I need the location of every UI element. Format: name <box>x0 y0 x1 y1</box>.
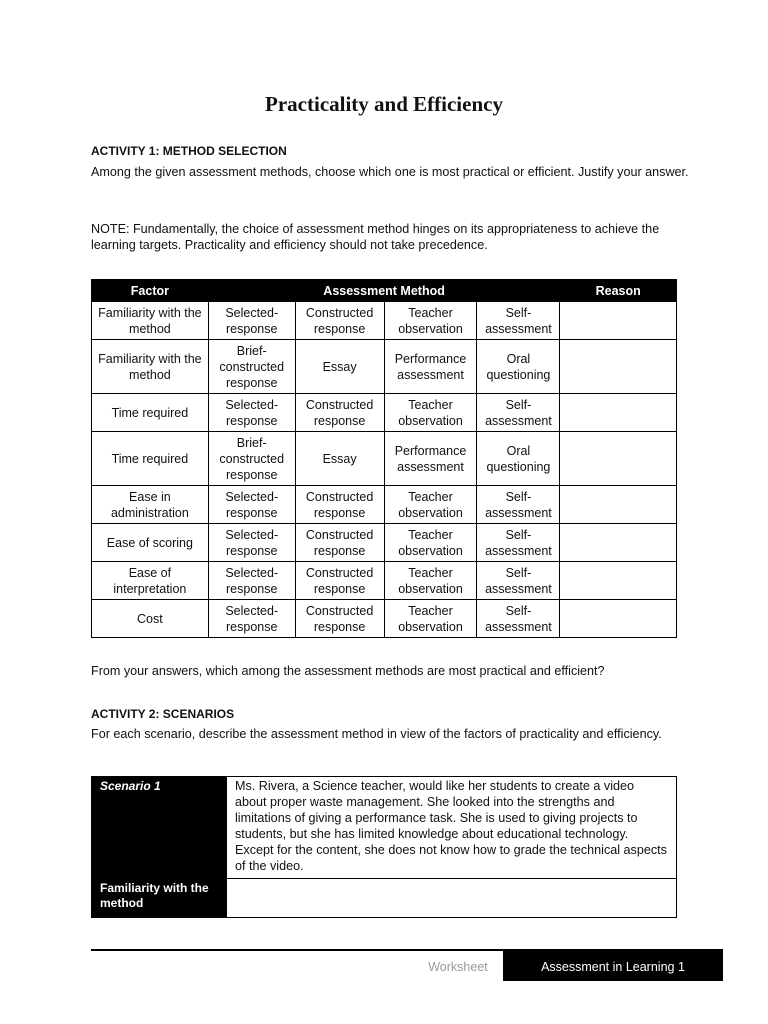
factor-cell: Ease of interpretation <box>92 562 209 600</box>
table-row <box>92 302 677 340</box>
factor-row <box>92 879 677 918</box>
reason-cell[interactable] <box>560 394 677 432</box>
method-cell: Selected-response <box>208 600 295 638</box>
activity2-instructions: For each scenario, describe the assessment method in view of the factors of practicality and efficiency. <box>91 727 662 741</box>
factor-cell: Familiarity with the method <box>92 340 209 394</box>
header-factor: Factor <box>92 280 209 302</box>
method-cell: Teacher observation <box>384 524 477 562</box>
method-cell: Teacher observation <box>384 486 477 524</box>
reason-cell[interactable] <box>560 340 677 394</box>
method-cell: Constructed response <box>295 524 384 562</box>
method-cell: Selected-response <box>208 524 295 562</box>
footer-course-label: Assessment in Learning 1 <box>503 949 723 981</box>
method-cell: Selected-response <box>208 486 295 524</box>
method-cell: Self-assessment <box>477 562 560 600</box>
page-title: Practicality and Efficiency <box>265 92 503 116</box>
factor-cell: Ease in administration <box>92 486 209 524</box>
method-cell: Teacher observation <box>384 394 477 432</box>
method-cell: Teacher observation <box>384 302 477 340</box>
method-cell: Essay <box>295 340 384 394</box>
scenario-label: Scenario 1 <box>92 777 227 879</box>
reason-cell[interactable] <box>560 600 677 638</box>
table-header-row <box>92 280 677 302</box>
factor-answer-cell[interactable] <box>227 879 677 918</box>
activity1-heading: ACTIVITY 1: METHOD SELECTION <box>91 144 287 158</box>
factor-label: Familiarity with the method <box>92 879 227 918</box>
reason-cell[interactable] <box>560 562 677 600</box>
table-row <box>92 524 677 562</box>
factor-cell: Cost <box>92 600 209 638</box>
method-cell: Self-assessment <box>477 302 560 340</box>
header-assessment-method: Assessment Method <box>208 280 560 302</box>
method-cell: Teacher observation <box>384 562 477 600</box>
method-cell: Brief-constructed response <box>208 432 295 486</box>
scenario-row <box>92 777 677 879</box>
activity2-heading: ACTIVITY 2: SCENARIOS <box>91 707 235 721</box>
method-cell: Oral questioning <box>477 340 560 394</box>
factor-cell: Time required <box>92 432 209 486</box>
method-cell: Performance assessment <box>384 340 477 394</box>
method-cell: Performance assessment <box>384 432 477 486</box>
method-cell: Constructed response <box>295 486 384 524</box>
activity1-instructions: Among the given assessment methods, choose which one is most practical or efficient. Justify your answer. <box>91 165 689 179</box>
reason-cell[interactable] <box>560 524 677 562</box>
method-cell: Selected-response <box>208 562 295 600</box>
scenario-text: Ms. Rivera, a Science teacher, would like her students to create a video about proper waste management. She looked into the strengths and limitations of giving a performance task. She is used to giving projects to students, but she has limited knowledge about educational technology. Except for the content, she does not know how to grade the technical aspects of the video. <box>227 777 677 879</box>
activity1-note: NOTE: Fundamentally, the choice of assessment method hinges on its appropriateness to achieve the learning targets. Practicality and efficiency should not take precedence. <box>91 222 660 252</box>
reason-cell[interactable] <box>560 486 677 524</box>
header-reason: Reason <box>560 280 677 302</box>
scenario-table <box>91 776 677 918</box>
method-cell: Self-assessment <box>477 394 560 432</box>
table-row <box>92 562 677 600</box>
method-cell: Self-assessment <box>477 486 560 524</box>
method-cell: Constructed response <box>295 562 384 600</box>
method-cell: Constructed response <box>295 600 384 638</box>
activity1-question: From your answers, which among the assessment methods are most practical and efficient? <box>91 664 605 678</box>
table-row <box>92 600 677 638</box>
method-selection-table <box>91 279 677 638</box>
factor-cell: Ease of scoring <box>92 524 209 562</box>
method-cell: Constructed response <box>295 394 384 432</box>
method-cell: Teacher observation <box>384 600 477 638</box>
reason-cell[interactable] <box>560 432 677 486</box>
table-row <box>92 432 677 486</box>
factor-cell: Time required <box>92 394 209 432</box>
table-row <box>92 394 677 432</box>
table-row <box>92 486 677 524</box>
reason-cell[interactable] <box>560 302 677 340</box>
method-cell: Selected-response <box>208 302 295 340</box>
method-cell: Self-assessment <box>477 524 560 562</box>
method-cell: Self-assessment <box>477 600 560 638</box>
factor-cell: Familiarity with the method <box>92 302 209 340</box>
method-cell: Selected-response <box>208 394 295 432</box>
table-row <box>92 340 677 394</box>
method-cell: Constructed response <box>295 302 384 340</box>
method-cell: Essay <box>295 432 384 486</box>
footer-worksheet-label: Worksheet <box>428 960 488 974</box>
method-cell: Oral questioning <box>477 432 560 486</box>
method-cell: Brief-constructed response <box>208 340 295 394</box>
